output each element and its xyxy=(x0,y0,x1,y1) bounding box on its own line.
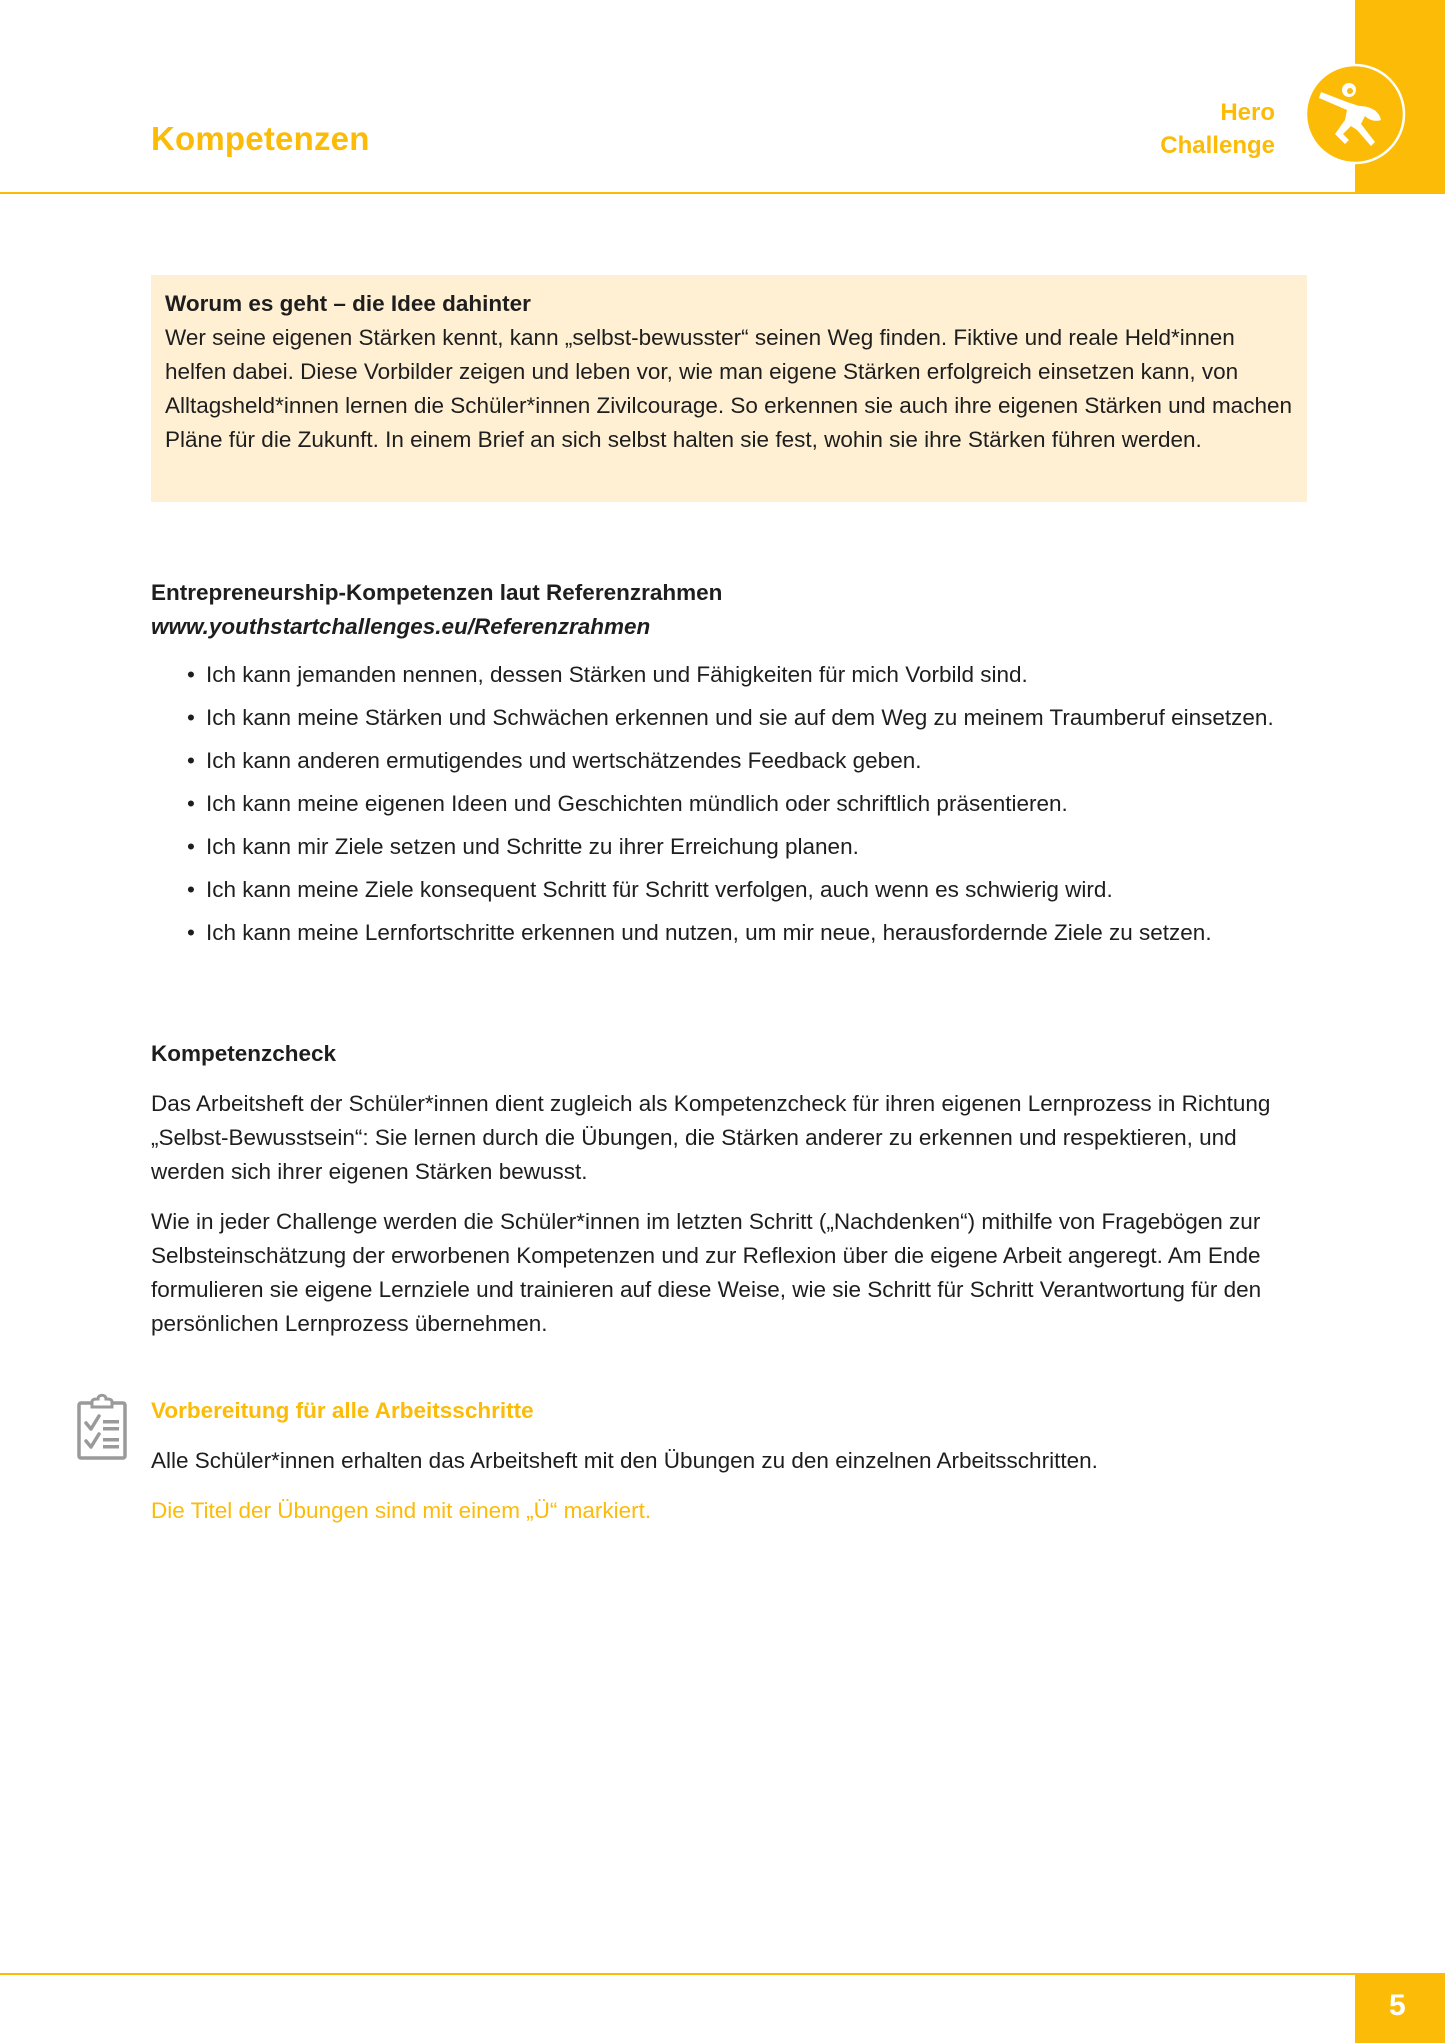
competency-item: • Ich kann meine Lernfortschritte erkennen und nutzen, um mir neue, herausfordernde Ziele zu setzen. xyxy=(186,916,1311,950)
flying-hero-icon xyxy=(1303,62,1407,166)
competency-item: • Ich kann anderen ermutigendes und wertschätzendes Feedback geben. xyxy=(186,744,1311,778)
header-divider xyxy=(0,192,1445,194)
preparation-heading: Vorbereitung für alle Arbeitsschritte xyxy=(151,1398,534,1423)
brand-line-1: Hero xyxy=(1220,99,1275,126)
competency-item: • Ich kann jemanden nennen, dessen Stärken und Fähigkeiten für mich Vorbild sind. xyxy=(186,658,1311,692)
competency-item: • Ich kann meine Ziele konsequent Schritt für Schritt verfolgen, auch wenn es schwierig wird. xyxy=(186,873,1311,907)
info-box-title: Worum es geht – die Idee dahinter xyxy=(165,291,531,316)
competencies-heading: Entrepreneurship-Kompetenzen laut Referenzrahmen xyxy=(151,580,723,605)
competence-check-section xyxy=(151,1037,1311,1357)
preparation-note: Die Titel der Übungen sind mit einem „Ü“ markiert. xyxy=(151,1498,652,1523)
clipboard-checklist-icon xyxy=(76,1393,128,1461)
page-title: Kompetenzen xyxy=(151,120,370,157)
competence-check-paragraph: Das Arbeitsheft der Schüler*innen dient zugleich als Kompetenzcheck für ihren eigenen Lernprozess in Richtung „Selbst-Bewusstsein“: Sie lernen durch die Übungen, die Stärken anderer zu erkennen und respektieren, und werden sich ihrer eigenen Stärken bewusst. xyxy=(151,1091,1271,1184)
preparation-section xyxy=(151,1394,1311,1544)
competency-item: • Ich kann meine Stärken und Schwächen erkennen und sie auf dem Weg zu meinem Traumberuf einsetzen. xyxy=(186,701,1311,735)
footer-divider xyxy=(0,1973,1445,1975)
competency-item: • Ich kann meine eigenen Ideen und Geschichten mündlich oder schriftlich präsentieren. xyxy=(186,787,1311,821)
brand-line-2: Challenge xyxy=(1160,132,1275,159)
page-number: 5 xyxy=(1355,1975,1445,2043)
challenge-brand xyxy=(1160,96,1275,162)
competency-list xyxy=(151,658,1311,950)
competencies-section xyxy=(151,576,1311,959)
competency-item: • Ich kann mir Ziele setzen und Schritte zu ihrer Erreichung planen. xyxy=(186,830,1311,864)
reference-framework-link[interactable]: www.youthstartchallenges.eu/Referenzrahmen xyxy=(151,614,651,639)
competence-check-paragraph: Wie in jeder Challenge werden die Schüler*innen im letzten Schritt („Nachdenken“) mithilfe von Fragebögen zur Selbsteinschätzung der erworbenen Kompetenzen und zur Reflexion über die eigene Arbeit angeregt. Am Ende formulieren sie eigene Lernziele und trainieren auf diese Weise, wie sie Schritt für Schritt Verantwortung für den persönlichen Lernprozess übernehmen. xyxy=(151,1209,1262,1336)
idea-info-box xyxy=(151,275,1307,502)
preparation-body: Alle Schüler*innen erhalten das Arbeitsheft mit den Übungen zu den einzelnen Arbeitsschritten. xyxy=(151,1448,1098,1473)
competence-check-heading: Kompetenzcheck xyxy=(151,1041,337,1066)
info-box-body: Wer seine eigenen Stärken kennt, kann „selbst-bewusster“ seinen Weg finden. Fiktive und reale Held*innen helfen dabei. Diese Vorbilder zeigen und leben vor, wie man eigene Stärken erfolgreich einsetzen kann, von Alltagsheld*innen lernen die Schüler*innen Zivilcourage. So erkennen sie auch ihre eigenen Stärken und machen Pläne für die Zukunft. In einem Brief an sich selbst halten sie fest, wohin sie ihre Stärken führen werden. xyxy=(165,325,1292,452)
